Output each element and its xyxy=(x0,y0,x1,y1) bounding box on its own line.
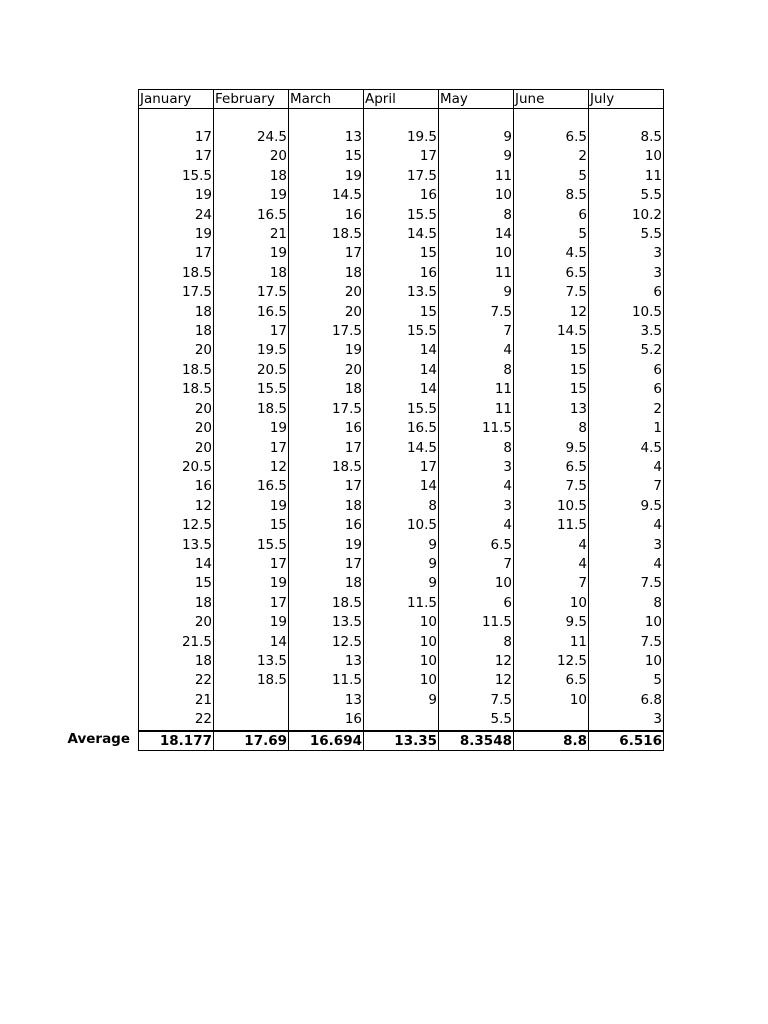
table-cell[interactable]: 22 xyxy=(139,710,214,730)
table-cell[interactable]: 14 xyxy=(364,380,439,399)
table-row xyxy=(139,633,664,652)
table-cell[interactable]: 5.2 xyxy=(589,341,664,360)
table-row xyxy=(139,458,664,477)
table-cell[interactable]: 14.5 xyxy=(364,439,439,458)
column-header-january[interactable]: January xyxy=(139,90,214,109)
table-cell[interactable]: 6.5 xyxy=(514,128,589,147)
table-cell[interactable]: 9 xyxy=(364,691,439,710)
table-cell[interactable]: 5 xyxy=(514,225,589,244)
table-cell[interactable]: 10 xyxy=(439,244,514,263)
table-cell[interactable]: 10.5 xyxy=(364,516,439,535)
table-cell[interactable]: 13 xyxy=(289,128,364,147)
table-cell[interactable]: 17 xyxy=(139,147,214,166)
table-cell[interactable]: 18 xyxy=(289,264,364,283)
table-cell[interactable]: 4 xyxy=(439,341,514,360)
table-cell[interactable]: 7.5 xyxy=(439,691,514,710)
table-cell[interactable]: 17.5 xyxy=(289,322,364,341)
table-cell[interactable]: 10 xyxy=(514,594,589,613)
table-cell[interactable]: 7.5 xyxy=(439,303,514,322)
average-cell-may[interactable]: 8.3548 xyxy=(439,731,514,751)
table-cell[interactable]: 13 xyxy=(514,400,589,419)
average-row-label: Average xyxy=(67,731,130,747)
table-cell[interactable]: 19 xyxy=(214,497,289,516)
table-cell[interactable]: 13 xyxy=(289,691,364,710)
table-cell[interactable]: 20 xyxy=(289,283,364,302)
table-row xyxy=(139,322,664,341)
table-cell[interactable]: 10 xyxy=(439,574,514,593)
table-cell[interactable]: 4 xyxy=(439,516,514,535)
table-cell[interactable]: 14 xyxy=(439,225,514,244)
header-row xyxy=(139,90,664,109)
table-cell[interactable]: 15 xyxy=(514,380,589,399)
average-cell-july[interactable]: 6.516 xyxy=(589,731,664,751)
table-cell[interactable]: 16 xyxy=(289,206,364,225)
table-cell[interactable]: 16.5 xyxy=(364,419,439,438)
table-cell[interactable]: 6.5 xyxy=(439,536,514,555)
table-cell[interactable]: 11 xyxy=(589,167,664,186)
table-cell[interactable]: 18 xyxy=(289,574,364,593)
table-cell[interactable]: 6 xyxy=(514,206,589,225)
table-cell[interactable]: 19 xyxy=(214,574,289,593)
table-cell[interactable]: 19 xyxy=(289,536,364,555)
table-cell[interactable]: 20 xyxy=(289,303,364,322)
table-cell[interactable]: 17 xyxy=(139,128,214,147)
table-cell[interactable]: 6.5 xyxy=(514,458,589,477)
table-cell[interactable]: 13.5 xyxy=(364,283,439,302)
table-cell[interactable]: 9 xyxy=(364,574,439,593)
table-row xyxy=(139,691,664,710)
table-cell[interactable]: 14 xyxy=(364,361,439,380)
table-row xyxy=(139,147,664,166)
table-cell[interactable]: 9 xyxy=(364,536,439,555)
table-row xyxy=(139,361,664,380)
table-cell[interactable]: 7 xyxy=(439,322,514,341)
table-row xyxy=(139,380,664,399)
table-cell[interactable]: 6 xyxy=(589,380,664,399)
table-cell[interactable]: 20.5 xyxy=(214,361,289,380)
table-cell[interactable]: 18 xyxy=(139,652,214,671)
table-row xyxy=(139,244,664,263)
table-cell[interactable]: 15.5 xyxy=(364,400,439,419)
table-row xyxy=(139,341,664,360)
table-cell[interactable]: 8 xyxy=(364,497,439,516)
table-cell[interactable]: 11 xyxy=(439,167,514,186)
table-row xyxy=(139,536,664,555)
table-cell[interactable]: 5 xyxy=(589,671,664,690)
column-header-april[interactable]: April xyxy=(364,90,439,109)
table-cell[interactable]: 15 xyxy=(364,244,439,263)
table-cell[interactable]: 15.5 xyxy=(139,167,214,186)
table-row xyxy=(139,594,664,613)
table-cell[interactable]: 7 xyxy=(514,574,589,593)
table-cell[interactable]: 8 xyxy=(514,419,589,438)
table-cell[interactable]: 21.5 xyxy=(139,633,214,652)
table-cell[interactable]: 22 xyxy=(139,671,214,690)
table-cell[interactable]: 8 xyxy=(439,439,514,458)
table-row xyxy=(139,186,664,205)
table-cell[interactable] xyxy=(214,691,289,710)
column-header-july[interactable]: July xyxy=(589,90,664,109)
table-cell[interactable]: 20 xyxy=(139,400,214,419)
table-cell[interactable]: 4 xyxy=(589,458,664,477)
table-cell[interactable]: 5.5 xyxy=(439,710,514,730)
table-cell[interactable]: 19.5 xyxy=(214,341,289,360)
table-row xyxy=(139,516,664,535)
table-cell[interactable]: 13 xyxy=(289,652,364,671)
column-header-march[interactable]: March xyxy=(289,90,364,109)
table-cell[interactable]: 4 xyxy=(439,477,514,496)
table-cell[interactable]: 17 xyxy=(214,594,289,613)
table-cell[interactable]: 1 xyxy=(589,419,664,438)
monthly-data-table xyxy=(138,89,664,751)
table-cell[interactable] xyxy=(364,710,439,730)
table-cell[interactable]: 14 xyxy=(214,633,289,652)
table-cell[interactable]: 6 xyxy=(589,361,664,380)
table-cell[interactable]: 3 xyxy=(589,710,664,730)
table-cell[interactable]: 12.5 xyxy=(514,652,589,671)
table-cell[interactable]: 4 xyxy=(514,555,589,574)
table-cell[interactable]: 10 xyxy=(589,147,664,166)
table-cell[interactable]: 4 xyxy=(514,536,589,555)
table-row xyxy=(139,574,664,593)
table-cell[interactable] xyxy=(214,710,289,730)
table-cell[interactable]: 12.5 xyxy=(289,633,364,652)
table-cell[interactable]: 16 xyxy=(289,419,364,438)
column-header-february[interactable]: February xyxy=(214,90,289,109)
table-cell[interactable]: 12 xyxy=(514,303,589,322)
table-row xyxy=(139,400,664,419)
table-cell[interactable]: 4 xyxy=(589,555,664,574)
table-cell[interactable]: 19.5 xyxy=(364,128,439,147)
table-cell[interactable]: 10 xyxy=(439,186,514,205)
table-cell[interactable]: 8 xyxy=(589,594,664,613)
table-cell[interactable]: 20 xyxy=(139,341,214,360)
table-cell[interactable]: 14 xyxy=(139,555,214,574)
table-row xyxy=(139,128,664,147)
column-header-june[interactable]: June xyxy=(514,90,589,109)
average-cell-june[interactable]: 8.8 xyxy=(514,731,589,751)
table-cell[interactable]: 18.5 xyxy=(289,594,364,613)
table-cell[interactable]: 7 xyxy=(589,477,664,496)
table-cell[interactable]: 10 xyxy=(364,633,439,652)
table-cell[interactable]: 7.5 xyxy=(514,477,589,496)
table-cell[interactable]: 10 xyxy=(364,671,439,690)
table-cell[interactable]: 18.5 xyxy=(289,225,364,244)
table-cell[interactable]: 7.5 xyxy=(514,283,589,302)
table-cell[interactable]: 8 xyxy=(439,206,514,225)
table-cell[interactable]: 11.5 xyxy=(289,671,364,690)
table-cell[interactable]: 18.5 xyxy=(214,400,289,419)
table-row xyxy=(139,283,664,302)
table-cell[interactable]: 20 xyxy=(139,613,214,632)
table-cell[interactable]: 17 xyxy=(289,244,364,263)
table-cell[interactable]: 16 xyxy=(289,516,364,535)
table-cell[interactable]: 4.5 xyxy=(514,244,589,263)
table-row xyxy=(139,652,664,671)
table-cell[interactable]: 14.5 xyxy=(364,225,439,244)
table-cell[interactable]: 10 xyxy=(589,613,664,632)
table-cell[interactable]: 12.5 xyxy=(139,516,214,535)
table-cell[interactable]: 13.5 xyxy=(139,536,214,555)
average-cell-april[interactable]: 13.35 xyxy=(364,731,439,751)
table-cell[interactable]: 11.5 xyxy=(364,594,439,613)
table-cell[interactable]: 16 xyxy=(289,710,364,730)
table-cell[interactable]: 15.5 xyxy=(214,380,289,399)
table-cell[interactable]: 11 xyxy=(439,400,514,419)
table-cell[interactable]: 6.5 xyxy=(514,671,589,690)
table-cell[interactable]: 16 xyxy=(139,477,214,496)
table-cell[interactable]: 3 xyxy=(589,244,664,263)
table-cell[interactable]: 17 xyxy=(139,244,214,263)
table-cell[interactable]: 14 xyxy=(364,477,439,496)
table-cell[interactable]: 11.5 xyxy=(439,419,514,438)
table-cell[interactable]: 14.5 xyxy=(514,322,589,341)
table-cell[interactable]: 10.5 xyxy=(589,303,664,322)
table-cell[interactable]: 10 xyxy=(589,652,664,671)
table-cell[interactable]: 8 xyxy=(439,633,514,652)
average-row xyxy=(139,731,664,751)
table-cell[interactable]: 9 xyxy=(439,147,514,166)
table-cell[interactable]: 9 xyxy=(439,128,514,147)
table-cell[interactable]: 2 xyxy=(589,400,664,419)
table-cell[interactable]: 16.5 xyxy=(214,206,289,225)
table-cell[interactable]: 8.5 xyxy=(514,186,589,205)
table-cell[interactable]: 10 xyxy=(364,652,439,671)
table-cell[interactable]: 4 xyxy=(589,516,664,535)
table-cell[interactable]: 11 xyxy=(439,380,514,399)
table-cell[interactable]: 13.5 xyxy=(289,613,364,632)
table-cell[interactable]: 15 xyxy=(364,303,439,322)
table-cell[interactable]: 16 xyxy=(364,186,439,205)
table-cell[interactable]: 17 xyxy=(364,458,439,477)
table-row xyxy=(139,710,664,730)
table-cell[interactable]: 6.5 xyxy=(514,264,589,283)
table-cell[interactable]: 10.2 xyxy=(589,206,664,225)
table-row xyxy=(139,671,664,690)
table-cell[interactable]: 5.5 xyxy=(589,225,664,244)
table-cell[interactable]: 7.5 xyxy=(589,633,664,652)
table-cell[interactable]: 15.5 xyxy=(364,322,439,341)
table-cell[interactable]: 18.5 xyxy=(139,264,214,283)
table-cell[interactable]: 18.5 xyxy=(139,361,214,380)
table-cell[interactable]: 14.5 xyxy=(289,186,364,205)
table-cell[interactable]: 18 xyxy=(139,594,214,613)
table-cell[interactable]: 19 xyxy=(214,613,289,632)
table-cell[interactable]: 6 xyxy=(589,283,664,302)
table-cell[interactable]: 9 xyxy=(364,555,439,574)
table-cell[interactable]: 9.5 xyxy=(589,497,664,516)
table-cell[interactable]: 6.8 xyxy=(589,691,664,710)
table-row xyxy=(139,225,664,244)
average-cell-march[interactable]: 16.694 xyxy=(289,731,364,751)
table-cell[interactable]: 15.5 xyxy=(364,206,439,225)
table-cell[interactable]: 17 xyxy=(289,555,364,574)
table-cell[interactable]: 10.5 xyxy=(514,497,589,516)
table-cell[interactable]: 19 xyxy=(139,225,214,244)
table-cell[interactable]: 17.5 xyxy=(289,400,364,419)
table-cell[interactable]: 17 xyxy=(214,322,289,341)
table-cell[interactable]: 18 xyxy=(289,380,364,399)
table-cell[interactable]: 7 xyxy=(439,555,514,574)
table-cell[interactable]: 20 xyxy=(289,361,364,380)
table-cell[interactable]: 15 xyxy=(214,516,289,535)
table-cell[interactable]: 3.5 xyxy=(589,322,664,341)
table-cell[interactable]: 15 xyxy=(514,341,589,360)
table-cell[interactable]: 19 xyxy=(214,244,289,263)
table-cell[interactable]: 7.5 xyxy=(589,574,664,593)
table-cell[interactable]: 3 xyxy=(589,264,664,283)
table-cell[interactable]: 3 xyxy=(439,497,514,516)
table-row xyxy=(139,613,664,632)
table-cell[interactable]: 11 xyxy=(439,264,514,283)
table-cell[interactable]: 20.5 xyxy=(139,458,214,477)
table-cell[interactable]: 20 xyxy=(139,419,214,438)
table-cell[interactable] xyxy=(514,710,589,730)
table-cell[interactable]: 18 xyxy=(214,264,289,283)
table-cell[interactable]: 17 xyxy=(364,147,439,166)
table-row xyxy=(139,264,664,283)
table-cell[interactable]: 16.5 xyxy=(214,477,289,496)
table-cell[interactable]: 19 xyxy=(214,419,289,438)
table-cell[interactable]: 20 xyxy=(214,147,289,166)
table-body xyxy=(139,109,664,731)
average-cell-february[interactable]: 17.69 xyxy=(214,731,289,751)
table-cell[interactable]: 12 xyxy=(439,652,514,671)
table-cell[interactable]: 18 xyxy=(139,303,214,322)
table-cell[interactable]: 3 xyxy=(589,536,664,555)
table-cell[interactable]: 10 xyxy=(364,613,439,632)
table-cell[interactable]: 15.5 xyxy=(214,536,289,555)
table-cell[interactable]: 10 xyxy=(514,691,589,710)
table-cell[interactable]: 15 xyxy=(289,147,364,166)
table-cell[interactable]: 17 xyxy=(289,439,364,458)
table-cell[interactable]: 17 xyxy=(214,555,289,574)
table-cell[interactable]: 19 xyxy=(214,186,289,205)
table-cell[interactable]: 12 xyxy=(214,458,289,477)
table-cell[interactable]: 15 xyxy=(514,361,589,380)
table-cell[interactable]: 19 xyxy=(289,341,364,360)
table-cell[interactable]: 18.5 xyxy=(289,458,364,477)
table-cell[interactable]: 8 xyxy=(439,361,514,380)
table-cell[interactable]: 14 xyxy=(364,341,439,360)
table-cell[interactable]: 12 xyxy=(439,671,514,690)
table-cell[interactable]: 15 xyxy=(139,574,214,593)
table-row xyxy=(139,477,664,496)
table-cell[interactable]: 16 xyxy=(364,264,439,283)
table-cell[interactable]: 18 xyxy=(289,497,364,516)
table-cell[interactable]: 12 xyxy=(139,497,214,516)
table-row xyxy=(139,439,664,458)
table-row xyxy=(139,419,664,438)
table-cell[interactable]: 11.5 xyxy=(514,516,589,535)
average-cell-january[interactable]: 18.177 xyxy=(139,731,214,751)
table-cell[interactable]: 17 xyxy=(214,439,289,458)
table-cell[interactable]: 9.5 xyxy=(514,613,589,632)
table-cell[interactable]: 9.5 xyxy=(514,439,589,458)
table-cell[interactable]: 4.5 xyxy=(589,439,664,458)
table-row xyxy=(139,167,664,186)
table-cell[interactable]: 3 xyxy=(439,458,514,477)
table-cell[interactable]: 6 xyxy=(439,594,514,613)
table-cell[interactable]: 9 xyxy=(439,283,514,302)
table-cell[interactable]: 17.5 xyxy=(214,283,289,302)
table-cell[interactable]: 21 xyxy=(214,225,289,244)
column-header-may[interactable]: May xyxy=(439,90,514,109)
table-cell[interactable]: 19 xyxy=(289,167,364,186)
table-row xyxy=(139,206,664,225)
spacer-row xyxy=(139,109,664,129)
table-row xyxy=(139,303,664,322)
table-cell[interactable]: 18.5 xyxy=(214,671,289,690)
table-cell[interactable]: 5.5 xyxy=(589,186,664,205)
table-cell[interactable]: 11.5 xyxy=(439,613,514,632)
table-cell[interactable]: 21 xyxy=(139,691,214,710)
table-row xyxy=(139,555,664,574)
table-row xyxy=(139,497,664,516)
table-cell[interactable]: 16.5 xyxy=(214,303,289,322)
table-cell[interactable]: 13.5 xyxy=(214,652,289,671)
table-cell[interactable]: 24.5 xyxy=(214,128,289,147)
table-cell[interactable]: 2 xyxy=(514,147,589,166)
table-cell[interactable]: 18 xyxy=(139,322,214,341)
table-cell[interactable]: 8.5 xyxy=(589,128,664,147)
table-cell[interactable]: 20 xyxy=(139,439,214,458)
table-cell[interactable]: 17.5 xyxy=(364,167,439,186)
table-cell[interactable]: 24 xyxy=(139,206,214,225)
table-cell[interactable]: 19 xyxy=(139,186,214,205)
table-cell[interactable]: 17.5 xyxy=(139,283,214,302)
table-cell[interactable]: 17 xyxy=(289,477,364,496)
table-cell[interactable]: 5 xyxy=(514,167,589,186)
table-cell[interactable]: 11 xyxy=(514,633,589,652)
table-cell[interactable]: 18.5 xyxy=(139,380,214,399)
table-cell[interactable]: 18 xyxy=(214,167,289,186)
